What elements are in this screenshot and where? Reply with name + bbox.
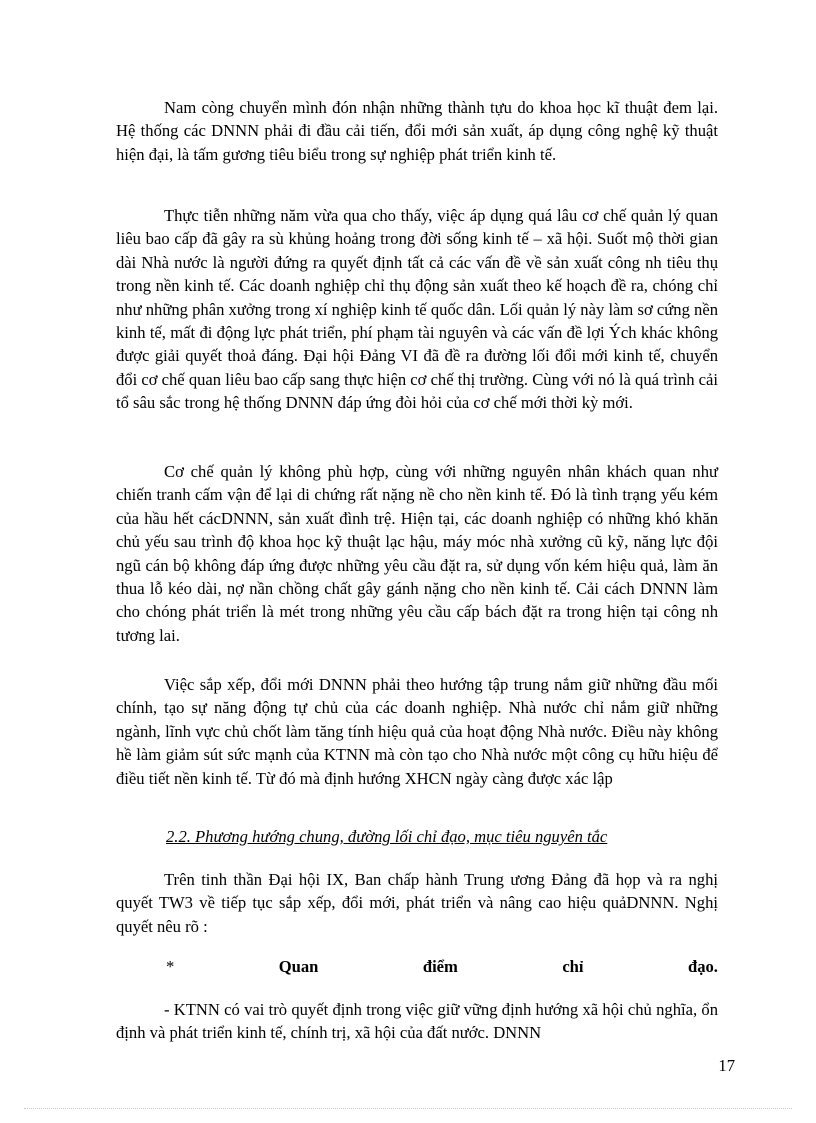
resolution-paragraph: Trên tinh thần Đại hội IX, Ban chấp hành Trung ương Đảng đã họp và ra nghị quyết TW3 về tiếp tục sắp xếp, đổi mới, phát triển và nâng cao hiệu quảDNNN. Nghị quyết nêu rõ : (116, 870, 718, 936)
viewpoint-line (166, 956, 718, 978)
paragraph-2: Thực tiễn những năm vừa qua cho thấy, việc áp dụng quá lâu cơ chế quản lý quan liêu bao cấp đã gây ra sù khủng hoảng trong đời sống kinh tế – xã hội. Suốt mộ thời gian dài Nhà nước là người đứng ra quyết định tất cả các vấn đề về sản xuất công nh tiêu thụ trong nền kinh tế. Các doanh nghiệp chỉ thụ động sản xuất theo kế hoạch đề ra, chóng chỉ như những phân xưởng trong xí nghiệp kinh tế quốc dân. Lối quản lý này làm sơ cứng nền kinh tế, mất đi động lực phát triển, phí phạm tài nguyên và các vấn đề lợi Ých khác không được giải quyết thoả đáng. Đại hội Đảng VI đã đề ra đường lối đổi mới kinh tế, chuyển đổi cơ chế quan liêu bao cấp sang thực hiện cơ chế thị trường. Cùng với nó là quá trình cải tổ sâu sắc trong hệ thống DNNN đáp ứng đòi hỏi của cơ chế mới thời kỳ mới. (116, 206, 718, 413)
viewpoint-bullet: * (166, 957, 175, 976)
last-paragraph: - KTNN có vai trò quyết định trong việc giữ vững định hướng xã hội chủ nghĩa, ổn định và phát triển kinh tế, chính trị, xã hội của đất nước. DNNN (116, 1000, 718, 1043)
viewpoint-word-2: điểm (422, 957, 458, 976)
paragraph-1: Nam còng chuyển mình đón nhận những thành tựu do khoa học kĩ thuật đem lại. Hệ thống các DNNN phải đi đầu cải tiến, đổi mới sản xuất, áp dụng công nghệ kỹ thuật hiện đại, là tấm gương tiêu biểu trong sự nghiệp phát triển kinh tế. (116, 98, 718, 164)
viewpoint-word-3: chỉ (562, 957, 584, 976)
viewpoint-word-1: Quan (278, 957, 319, 976)
paragraph-3: Cơ chế quản lý không phù hợp, cùng với những nguyên nhân khách quan như chiến tranh cấm vận để lại di chứng rất nặng nề cho nền kinh tế. Đó là tình trạng yếu kém của hầu hết cácDNNN, sản xuất đình trệ. Hiện tại, các doanh nghiệp có những khó khăn chủ yếu sau trình độ khoa học kỹ thuật lạc hậu, máy móc nhà xưởng cũ kỹ, năng lực đội ngũ cán bộ không đáp ứng được những yêu cầu đặt ra, sử dụng vốn kém hiệu quả, làm ăn thua lỗ kéo dài, nợ nần chồng chất gây gánh nặng cho nền kinh tế. Cải cách DNNN làm cho chóng phát triển là mét trong những yêu cầu cấp bách đặt ra trong hiện tại công nh tương lai. (116, 462, 718, 645)
viewpoint-word-4: đạo. (687, 957, 718, 976)
page-number: 17 (718, 1056, 735, 1075)
page-bottom-divider (24, 1108, 792, 1109)
section-heading: 2.2. Phương hướng chung, đường lối chỉ đạo, mục tiêu nguyên tắc (166, 827, 608, 846)
paragraph-4: Việc sắp xếp, đổi mới DNNN phải theo hướng tập trung nắm giữ những đầu mối chính, tạo sự năng động tự chủ của các doanh nghiệp. Nhà nước chỉ nắm giữ những ngành, lĩnh vực chủ chốt làm tăng tính hiệu quả của hoạt động Nhà nước. Điều này không hề làm giảm sút sức mạnh của KTNN mà còn tạo cho Nhà nước một công cụ hữu hiệu để điều tiết nền kinh tế. Từ đó mà định hướng XHCN ngày càng được xác lập (116, 675, 718, 788)
